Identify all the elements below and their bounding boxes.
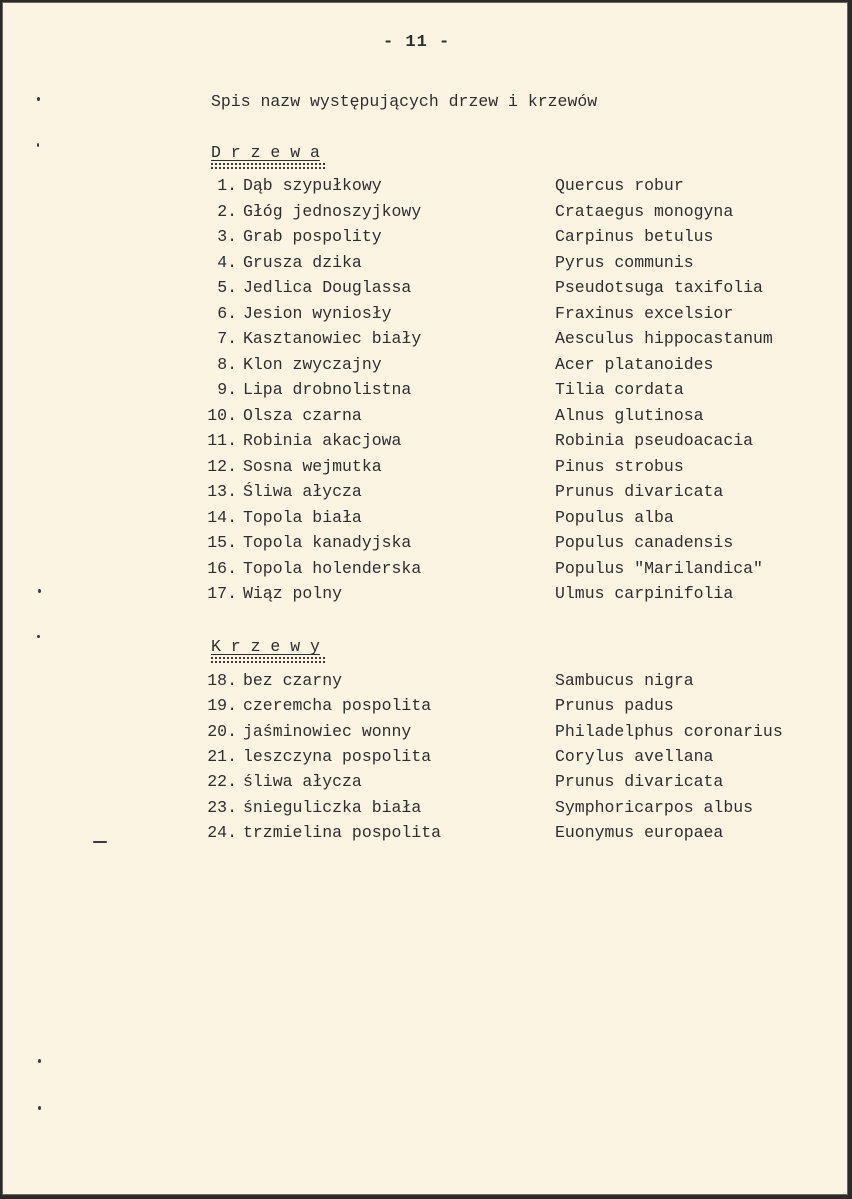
latin-name: Robinia pseudoacacia [555, 431, 754, 450]
latin-name: Philadelphus coronarius [555, 721, 783, 741]
latin-name: Sambucus nigra [555, 671, 694, 690]
latin-name: Carpinus betulus [555, 227, 714, 246]
item-number: 20. [207, 721, 237, 741]
latin-name: Acer platanoides [555, 354, 714, 374]
latin-name: Prunus padus [555, 696, 674, 716]
polish-name: leszczyna pospolita [243, 746, 432, 766]
item-number: 16. [207, 558, 237, 578]
polish-name: śnieguliczka biała [243, 797, 422, 817]
item-number: 5. [217, 278, 237, 297]
scan-speck [38, 589, 41, 593]
polish-name: bez czarny [243, 671, 343, 690]
latin-name: Symphoricarpos albus [555, 797, 754, 817]
polish-name: czeremcha pospolita [243, 696, 432, 716]
double-underline [211, 657, 325, 663]
polish-name: Kasztanowiec biały [243, 329, 422, 348]
section-heading-text: D r z e w a [211, 143, 320, 162]
item-number: 10. [207, 405, 237, 425]
item-number: 3. [217, 227, 237, 246]
polish-name: Olsza czarna [243, 405, 362, 425]
latin-name: Fraxinus excelsior [555, 303, 734, 323]
latin-name: Populus "Marilandica" [555, 558, 763, 578]
latin-name: Ulmus carpinifolia [555, 584, 734, 603]
item-number: 11. [207, 431, 237, 450]
polish-name: Grusza dzika [243, 252, 362, 272]
latin-name: Prunus divaricata [555, 772, 724, 792]
polish-name: Robinia akacjowa [243, 431, 402, 450]
latin-name: Pinus strobus [555, 456, 684, 476]
item-number: 4. [217, 252, 237, 272]
item-number: 12. [207, 456, 237, 476]
latin-name: Populus alba [555, 507, 674, 527]
polish-name: Śliwa ałycza [243, 482, 362, 501]
item-number: 7. [217, 329, 237, 348]
polish-name: śliwa ałycza [243, 772, 362, 792]
document-title: Spis nazw występujących drzew i krzewów [211, 92, 598, 111]
item-number: 1. [217, 176, 237, 195]
polish-name: Głóg jednoszyjkowy [243, 201, 422, 221]
latin-name: Pyrus communis [555, 252, 694, 272]
item-number: 18. [207, 671, 237, 690]
polish-name: Jedlica Douglassa [243, 278, 412, 297]
latin-name: Pseudotsuga taxifolia [555, 278, 763, 297]
section-heading-trees [211, 143, 325, 169]
scan-speck [37, 97, 40, 101]
latin-name: Crataegus monogyna [555, 201, 734, 221]
polish-name: Topola biała [243, 507, 362, 527]
polish-name: Grab pospolity [243, 227, 382, 246]
item-number: 14. [207, 507, 237, 527]
document-page [2, 2, 848, 1195]
item-number: 21. [207, 746, 237, 766]
polish-name: Dąb szypułkowy [243, 176, 382, 195]
polish-name: Klon zwyczajny [243, 354, 382, 374]
item-number: 23. [207, 797, 237, 817]
item-number: 6. [217, 303, 237, 323]
latin-name: Prunus divaricata [555, 482, 724, 501]
latin-name: Populus canadensis [555, 533, 734, 552]
latin-name: Quercus robur [555, 176, 684, 195]
scan-speck [38, 1106, 41, 1110]
item-number: 15. [207, 533, 237, 552]
polish-name: Topola holenderska [243, 558, 422, 578]
polish-name: Wiąz polny [243, 584, 343, 603]
polish-name: Sosna wejmutka [243, 456, 382, 476]
scan-speck [37, 635, 40, 638]
polish-name: trzmielina pospolita [243, 822, 442, 842]
latin-name: Aesculus hippocastanum [555, 329, 773, 348]
latin-name: Euonymus europaea [555, 822, 724, 842]
item-number: 22. [207, 772, 237, 792]
polish-name: Lipa drobnolistna [243, 380, 412, 399]
scan-speck [37, 143, 39, 147]
item-number: 17. [207, 584, 237, 603]
page-number: - 11 - [383, 33, 451, 52]
polish-name: Jesion wyniosły [243, 303, 392, 323]
latin-name: Corylus avellana [555, 746, 714, 766]
item-number: 24. [207, 822, 237, 842]
item-number: 9. [217, 380, 237, 399]
item-number: 19. [207, 696, 237, 716]
scan-speck [38, 1059, 41, 1063]
item-number: 2. [217, 201, 237, 221]
section-heading-text: K r z e w y [211, 637, 320, 656]
latin-name: Alnus glutinosa [555, 405, 704, 425]
section-heading-shrubs [211, 637, 325, 663]
latin-name: Tilia cordata [555, 380, 684, 399]
polish-name: Topola kanadyjska [243, 533, 412, 552]
polish-name: jaśminowiec wonny [243, 721, 412, 741]
scan-speck [93, 841, 107, 843]
item-number: 8. [217, 354, 237, 374]
double-underline [211, 163, 325, 169]
item-number: 13. [207, 482, 237, 501]
